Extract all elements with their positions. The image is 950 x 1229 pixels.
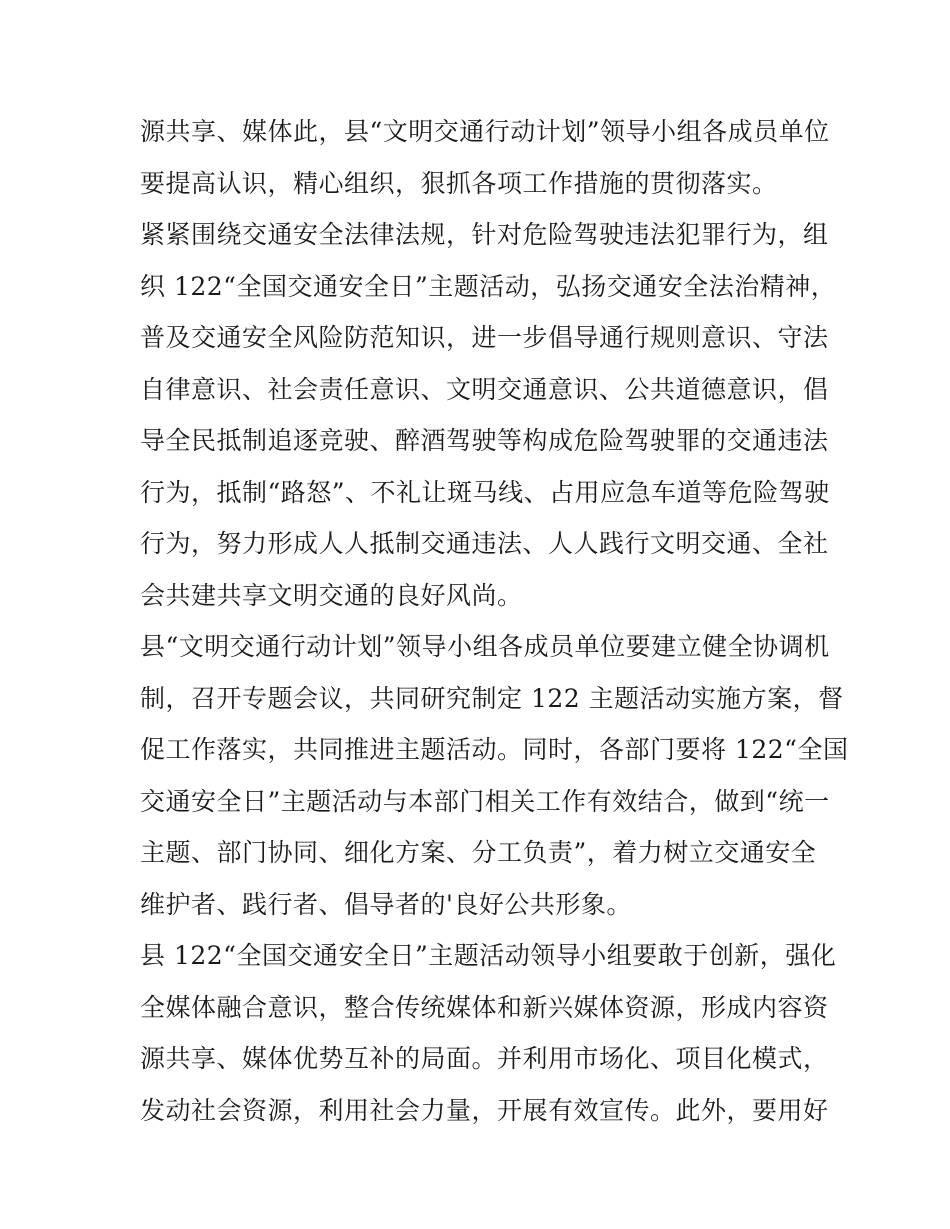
text-line: 自律意识、社会责任意识、文明交通意识、公共道德意识，倡	[140, 374, 829, 404]
text-line: 普及交通安全风险防范知识，进一步倡导通行规则意识、守法	[140, 323, 829, 352]
text-line: 制，召开专题会议，共同研究制定 122 主题活动实施方案，督	[140, 683, 844, 713]
text-line: 县 122“全国交通安全日”主题活动领导小组要敢于创新，强化	[140, 941, 837, 970]
text-line: 行为，努力形成人人抵制交通违法、人人践行文明交通、全社	[140, 529, 829, 558]
text-line: 要提高认识，精心组织，狠抓各项工作措施的贯彻落实。	[140, 168, 778, 198]
text-line: 发动社会资源，利用社会力量，开展有效宣传。此外，要用好	[140, 1095, 829, 1125]
text-line: 交通安全日”主题活动与本部门相关工作有效结合，做到“统一	[140, 786, 830, 816]
text-line: 会共建共享文明交通的良好风尚。	[140, 580, 523, 610]
text-line: 县“文明交通行动计划”领导小组各成员单位要建立健全协调机	[140, 632, 830, 661]
text-line: 维护者、践行者、倡导者的'良好公共形象。	[140, 889, 632, 919]
text-line: 导全民抵制追逐竞驶、醉酒驾驶等构成危险驾驶罪的交通违法	[140, 426, 829, 455]
text-line: 全媒体融合意识，整合传统媒体和新兴媒体资源，形成内容资	[140, 992, 829, 1022]
text-line: 行为，抵制“路怒”、不礼让斑马线、占用应急车道等危险驾驶	[140, 477, 830, 507]
text-line: 紧紧围绕交通安全法律法规，针对危险驾驶违法犯罪行为，组	[140, 220, 829, 249]
text-line: 源共享、媒体此，县“文明交通行动计划”领导小组各成员单位	[140, 117, 830, 146]
text-line: 促工作落实，共同推进主题活动。同时，各部门要将 122“全国	[140, 735, 849, 764]
text-line: 源共享、媒体优势互补的局面。并利用市场化、项目化模式，	[140, 1044, 829, 1073]
text-line: 主题、部门协同、细化方案、分工负责”，着力树立交通安全	[140, 838, 817, 867]
text-line: 织 122“全国交通安全日”主题活动，弘扬交通安全法治精神，	[140, 271, 837, 301]
document-body	[140, 106, 849, 1136]
